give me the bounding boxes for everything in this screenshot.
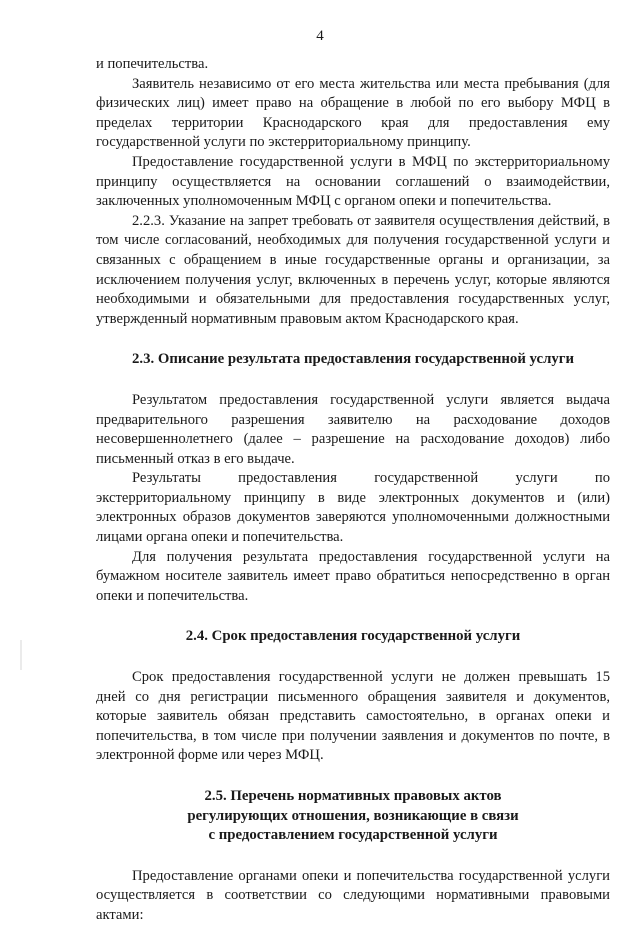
section-heading-2-5-line-1: 2.5. Перечень нормативных правовых актов [204, 788, 502, 804]
document-body [96, 55, 610, 926]
paragraph: Заявитель независимо от его места жительства или места пребывания (для физических лиц) имеет право на обращение в любой по его выбору МФЦ в пределах территории Краснодарского края для предоставления ему государственной услуги по экстерриториальному принципу. [96, 75, 610, 151]
paragraph: и попечительства. [96, 56, 209, 72]
section-heading-2-4: 2.4. Срок предоставления государственной услуги [185, 628, 521, 645]
page-number: 4 [316, 28, 324, 44]
scan-mark [20, 640, 22, 670]
paragraph: Предоставление органами опеки и попечительства государственной услуги осуществляется в соответствии со следующими нормативными правовыми актами: [96, 867, 610, 923]
paragraph: Срок предоставления государственной услуги не должен превышать 15 дней со дня регистрации письменного обращения заявителя и документов, которые заявитель обязан представить самостоятельно, в органах опеки и попечительства, в том числе при получении заявления и документов по почте, в электронной форме или через МФЦ. [96, 669, 610, 764]
section-heading-2-5-line-3: с предоставлением государственной услуги [208, 827, 498, 844]
paragraph: 2.2.3. Указание на запрет требовать от заявителя осуществления действий, в том числе согласований, необходимых для получения государственной услуги и связанных с обращением в иные государственные органы и организации, за исключением получения услуг, включенных в перечень услуг, которые являются необходимыми и обязательными для предоставления государственных услуг, утвержденный нормативным правовым актом Краснодарского края. [96, 212, 610, 327]
paragraph: Для получения результата предоставления государственной услуги на бумажном носителе заявитель имеет право обратиться непосредственно в орган опеки и попечительства. [96, 548, 610, 604]
section-heading-2-5-line-2: регулирующих отношения, возникающие в связи [187, 807, 519, 824]
paragraph: Результатом предоставления государственной услуги является выдача предварительного разрешения заявителю на расходование доходов несовершеннолетнего (далее – разрешение на расходование доходов) либо письменный отказ в его выдаче. [96, 391, 610, 467]
paragraph: Предоставление государственной услуги в МФЦ по экстерриториальному принципу осуществляется на основании соглашений о взаимодействии, заключенных уполномоченным МФЦ с органом опеки и попечительства. [96, 153, 610, 210]
section-heading-2-3: 2.3. Описание результата предоставления государственной услуги [131, 351, 575, 368]
paragraph: Результаты предоставления государственной услуги по экстерриториальному принципу в виде электронных документов и (или) электронных образов документов заверяются уполномоченными должностными лицами органа опеки и попечительства. [96, 470, 610, 546]
